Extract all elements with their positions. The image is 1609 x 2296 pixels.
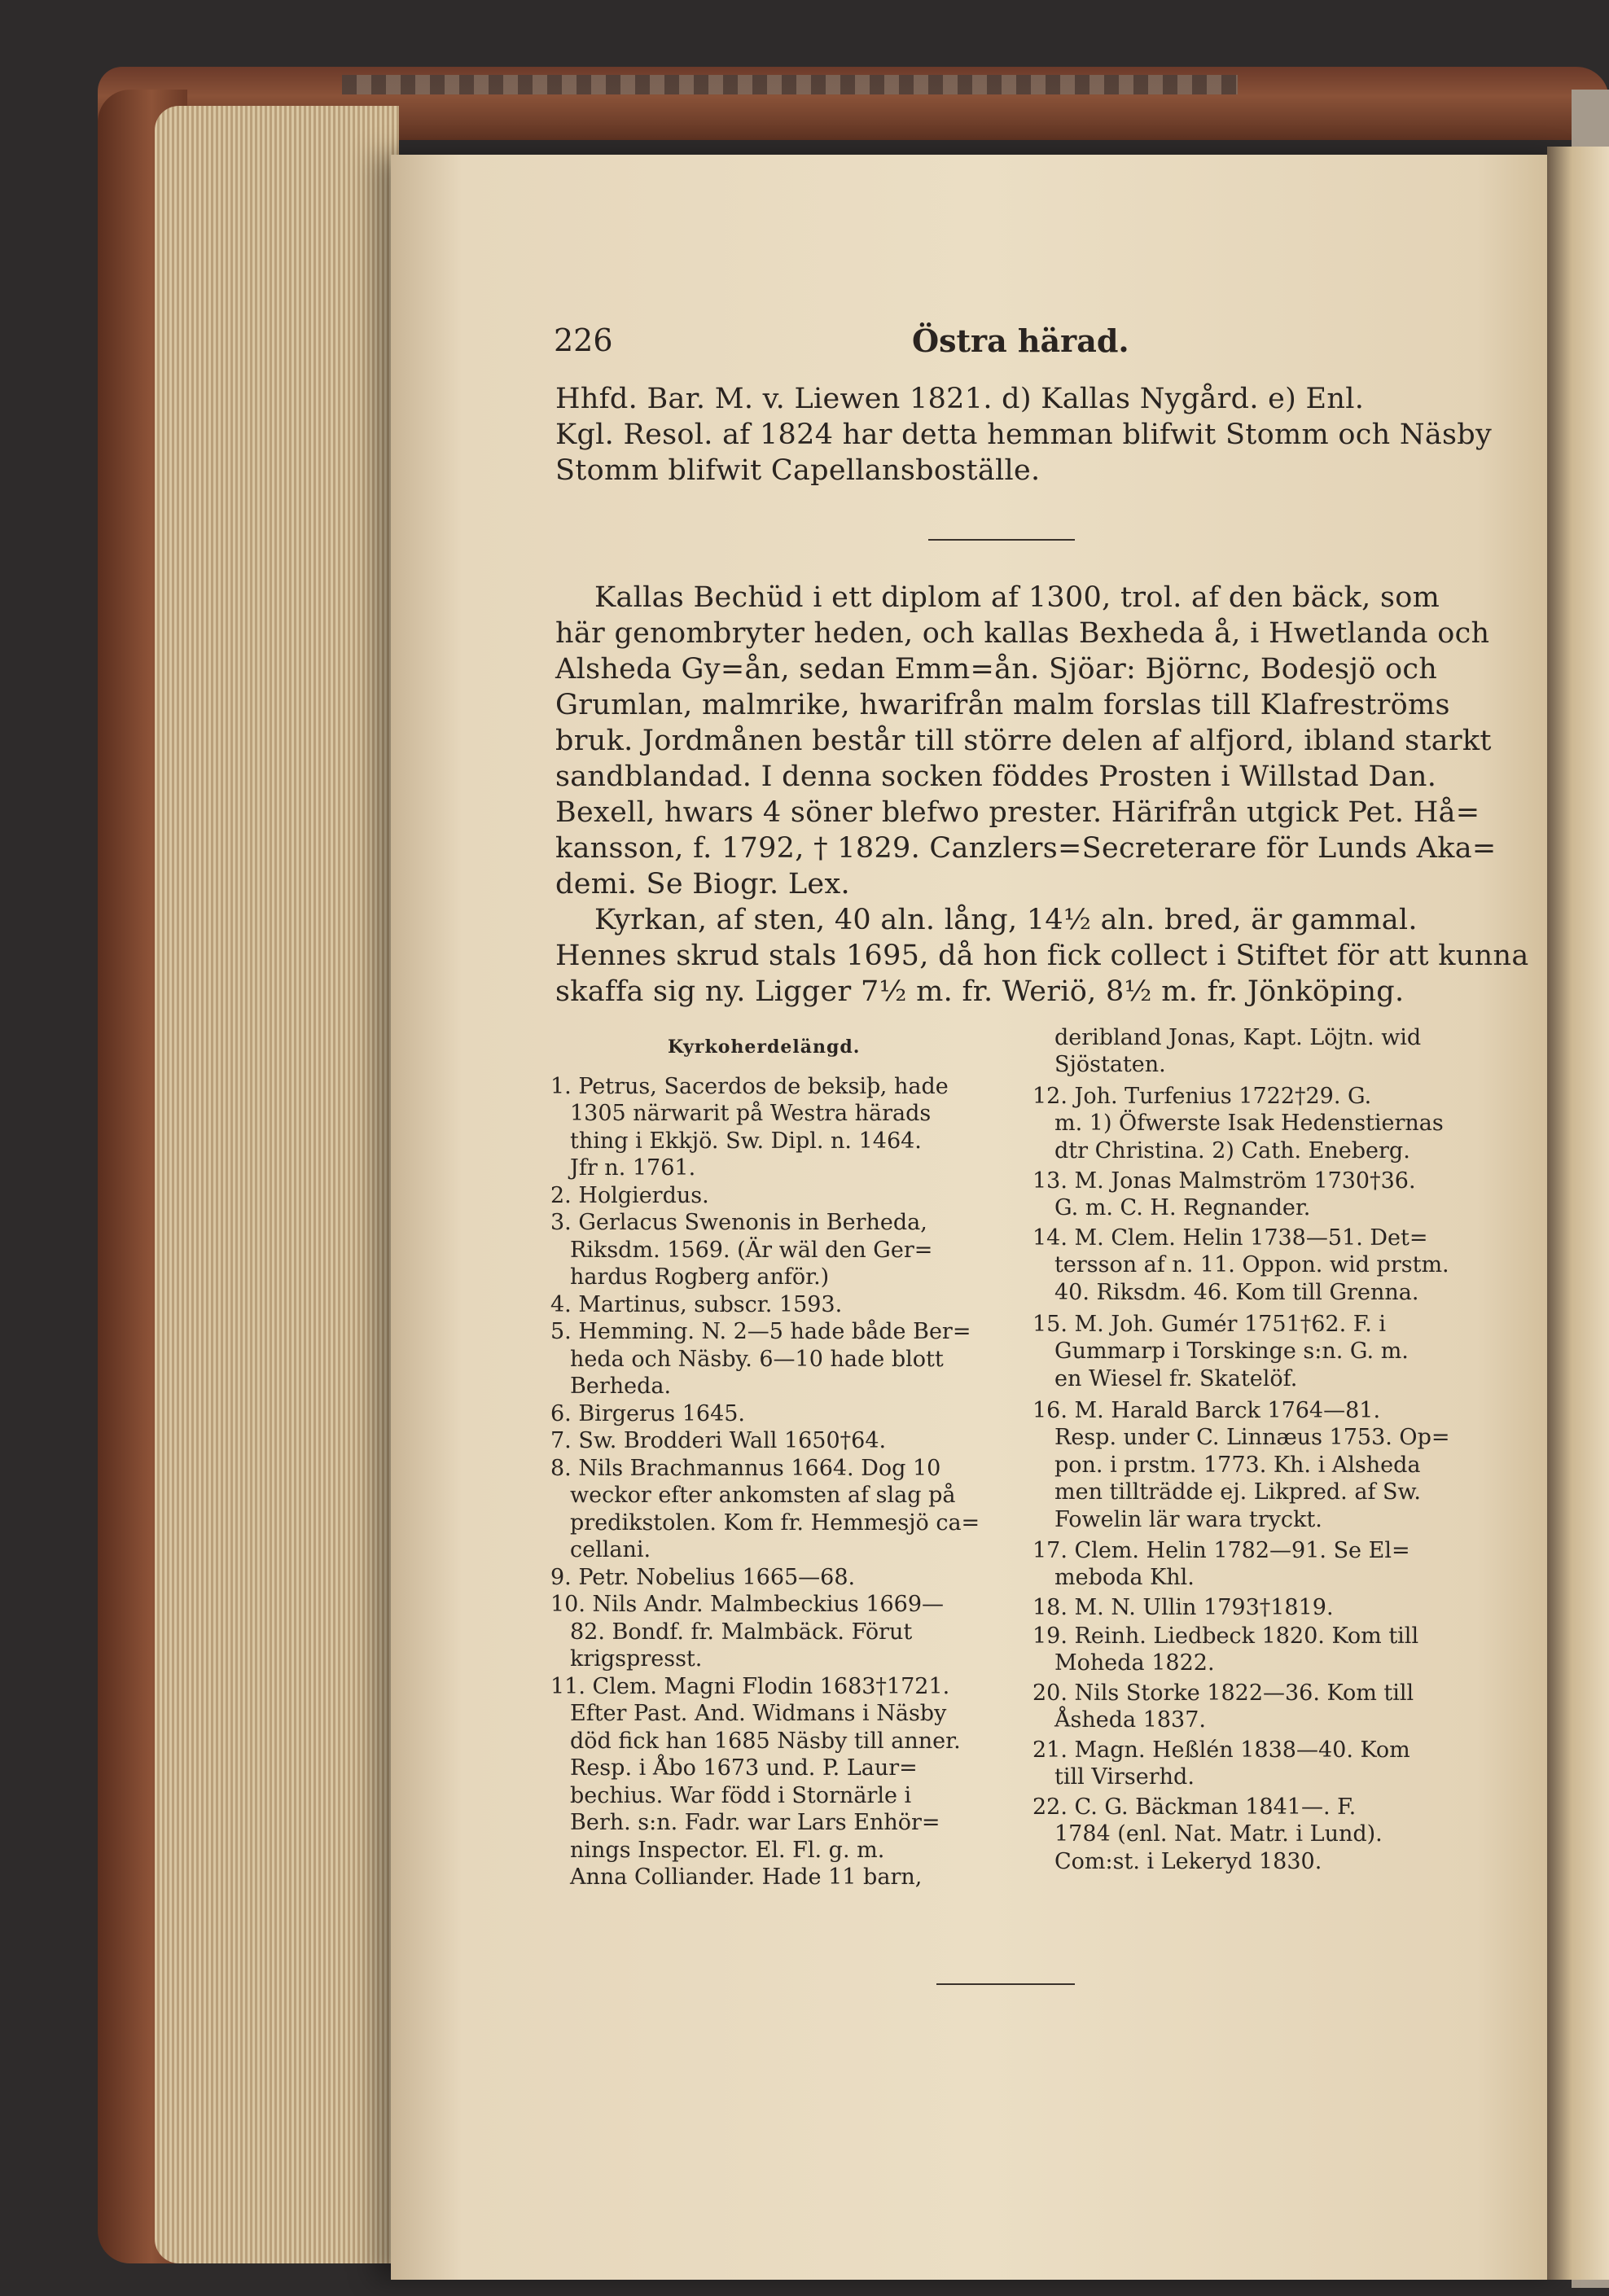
list-line: Moheda 1822.	[1054, 1650, 1215, 1676]
text-line: Kyrkan, af sten, 40 aln. lång, 14½ aln. bred, är gammal.	[594, 904, 1418, 936]
text-line: Kgl. Resol. af 1824 har detta hemman blifwit Stomm och Näsby	[555, 418, 1493, 451]
list-line: m. 1) Öfwerste Isak Hedenstiernas	[1054, 1111, 1444, 1136]
list-line: Anna Colliander. Hade 11 barn,	[570, 1864, 923, 1890]
text-line: sandblandad. I denna socken föddes Prosten i Willstad Dan.	[555, 760, 1437, 793]
page-number: 226	[554, 322, 613, 358]
list-line: 7. Sw. Brodderi Wall 1650†64.	[550, 1428, 887, 1453]
list-line: 14. M. Clem. Helin 1738—51. Det=	[1032, 1225, 1428, 1251]
list-line: heda och Näsby. 6—10 hade blott	[570, 1347, 944, 1372]
list-line: Riksdm. 1569. (Är wäl den Ger=	[570, 1238, 933, 1263]
list-line: Fowelin lär wara tryckt.	[1054, 1507, 1322, 1532]
text-line: Hennes skrud stals 1695, då hon fick collect i Stiftet för att kunna	[555, 940, 1529, 972]
list-line: 11. Clem. Magni Flodin 1683†1721.	[550, 1674, 950, 1699]
list-line: deribland Jonas, Kapt. Löjtn. wid	[1054, 1025, 1422, 1050]
list-line: meboda Khl.	[1054, 1565, 1195, 1590]
list-line: bechius. War född i Stornärle i	[570, 1783, 912, 1808]
list-line: 1. Petrus, Sacerdos de beksiþ, hade	[550, 1074, 949, 1099]
list-line: 6. Birgerus 1645.	[550, 1401, 746, 1426]
list-line: nings Inspector. El. Fl. g. m.	[570, 1838, 885, 1863]
text-line: bruk. Jordmånen består till större delen af alfjord, ibland starkt	[555, 725, 1492, 757]
list-line: 22. C. G. Bäckman 1841—. F.	[1032, 1794, 1357, 1820]
list-line: men tillträdde ej. Likpred. af Sw.	[1054, 1479, 1422, 1505]
list-line: Sjöstaten.	[1054, 1052, 1166, 1077]
text-line: kansson, f. 1792, † 1829. Canzlers=Secreterare för Lunds Aka=	[555, 832, 1497, 865]
cover-binding-band	[342, 75, 1238, 94]
list-line: en Wiesel fr. Skatelöf.	[1054, 1366, 1298, 1391]
list-line: 82. Bondf. fr. Malmbäck. Förut	[570, 1619, 913, 1645]
list-line: 20. Nils Storke 1822—36. Kom till	[1032, 1680, 1414, 1706]
list-line: 1784 (enl. Nat. Matr. i Lund).	[1054, 1821, 1383, 1847]
list-line: predikstolen. Kom fr. Hemmesjö ca=	[570, 1510, 980, 1536]
list-line: 40. Riksdm. 46. Kom till Grenna.	[1054, 1280, 1419, 1305]
text-line: Stomm blifwit Capellansboställe.	[555, 454, 1041, 487]
list-line: Com:st. i Lekeryd 1830.	[1054, 1849, 1322, 1874]
page-edges-stack	[155, 106, 399, 2263]
list-line: hardus Rogberg anför.)	[570, 1264, 830, 1290]
text-line: Hhfd. Bar. M. v. Liewen 1821. d) Kallas Nygård. e) Enl.	[555, 383, 1365, 415]
list-line: dtr Christina. 2) Cath. Eneberg.	[1054, 1138, 1410, 1163]
list-line: 3. Gerlacus Swenonis in Berheda,	[550, 1210, 927, 1235]
list-line: 1305 närwarit på Westra härads	[570, 1101, 932, 1126]
list-line: till Virserhd.	[1054, 1764, 1195, 1790]
list-line: 17. Clem. Helin 1782—91. Se El=	[1032, 1538, 1410, 1563]
text-line: skaffa sig ny. Ligger 7½ m. fr. Weriö, 8½ m. fr. Jönköping.	[555, 975, 1405, 1008]
text-line: Grumlan, malmrike, hwarifrån malm forslas till Klafreströms	[555, 689, 1450, 721]
end-divider	[936, 1983, 1075, 1985]
list-line: krigspresst.	[570, 1646, 703, 1672]
list-line: 21. Magn. Heßlén 1838—40. Kom	[1032, 1737, 1410, 1763]
list-line: cellani.	[570, 1537, 651, 1562]
list-line: Jfr n. 1761.	[570, 1155, 696, 1181]
page-gutter	[1547, 147, 1609, 2280]
section-divider	[928, 539, 1075, 541]
list-title: Kyrkoherdelängd.	[668, 1036, 861, 1058]
list-line: Resp. i Åbo 1673 und. P. Laur=	[570, 1755, 918, 1781]
list-line: G. m. C. H. Regnander.	[1054, 1195, 1311, 1220]
list-line: 10. Nils Andr. Malmbeckius 1669—	[550, 1592, 945, 1617]
list-line: 9. Petr. Nobelius 1665—68.	[550, 1565, 856, 1590]
list-line: 16. M. Harald Barck 1764—81.	[1032, 1398, 1381, 1423]
list-line: Resp. under C. Linnæus 1753. Op=	[1054, 1425, 1450, 1450]
list-line: 18. M. N. Ullin 1793†1819.	[1032, 1595, 1334, 1620]
text-line: Bexell, hwars 4 söner blefwo prester. Härifrån utgick Pet. Hå=	[555, 796, 1480, 829]
list-line: 4. Martinus, subscr. 1593.	[550, 1292, 843, 1317]
list-line: Åsheda 1837.	[1054, 1707, 1206, 1733]
list-line: pon. i prstm. 1773. Kh. i Alsheda	[1054, 1453, 1421, 1478]
list-line: Gummarp i Torskinge s:n. G. m.	[1054, 1339, 1409, 1364]
text-line: Kallas Bechüd i ett diplom af 1300, trol. af den bäck, som	[594, 581, 1440, 614]
list-line: thing i Ekkjö. Sw. Dipl. n. 1464.	[570, 1128, 922, 1154]
list-line: 12. Joh. Turfenius 1722†29. G.	[1032, 1084, 1372, 1109]
list-line: död fick han 1685 Näsby till anner.	[570, 1729, 961, 1754]
list-line: weckor efter ankomsten af slag på	[570, 1483, 956, 1508]
list-line: 19. Reinh. Liedbeck 1820. Kom till	[1032, 1623, 1419, 1649]
list-line: 15. M. Joh. Gumér 1751†62. F. i	[1032, 1312, 1387, 1337]
text-line: här genombryter heden, och kallas Bexheda å, i Hwetlanda och	[555, 617, 1490, 650]
running-title: Östra härad.	[912, 322, 1129, 359]
text-line: demi. Se Biogr. Lex.	[555, 868, 850, 900]
list-line: 5. Hemming. N. 2—5 hade både Ber=	[550, 1319, 971, 1344]
list-line: 8. Nils Brachmannus 1664. Dog 10	[550, 1456, 941, 1481]
text-line: Alsheda Gy=ån, sedan Emm=ån. Sjöar: Björnc, Bodesjö och	[555, 653, 1438, 686]
list-line: tersson af n. 11. Oppon. wid prstm.	[1054, 1252, 1449, 1277]
list-line: Berheda.	[570, 1374, 672, 1399]
list-line: Efter Past. And. Widmans i Näsby	[570, 1701, 947, 1726]
list-line: 13. M. Jonas Malmström 1730†36.	[1032, 1168, 1416, 1194]
list-line: Berh. s:n. Fadr. war Lars Enhör=	[570, 1810, 940, 1835]
list-line: 2. Holgierdus.	[550, 1183, 709, 1208]
